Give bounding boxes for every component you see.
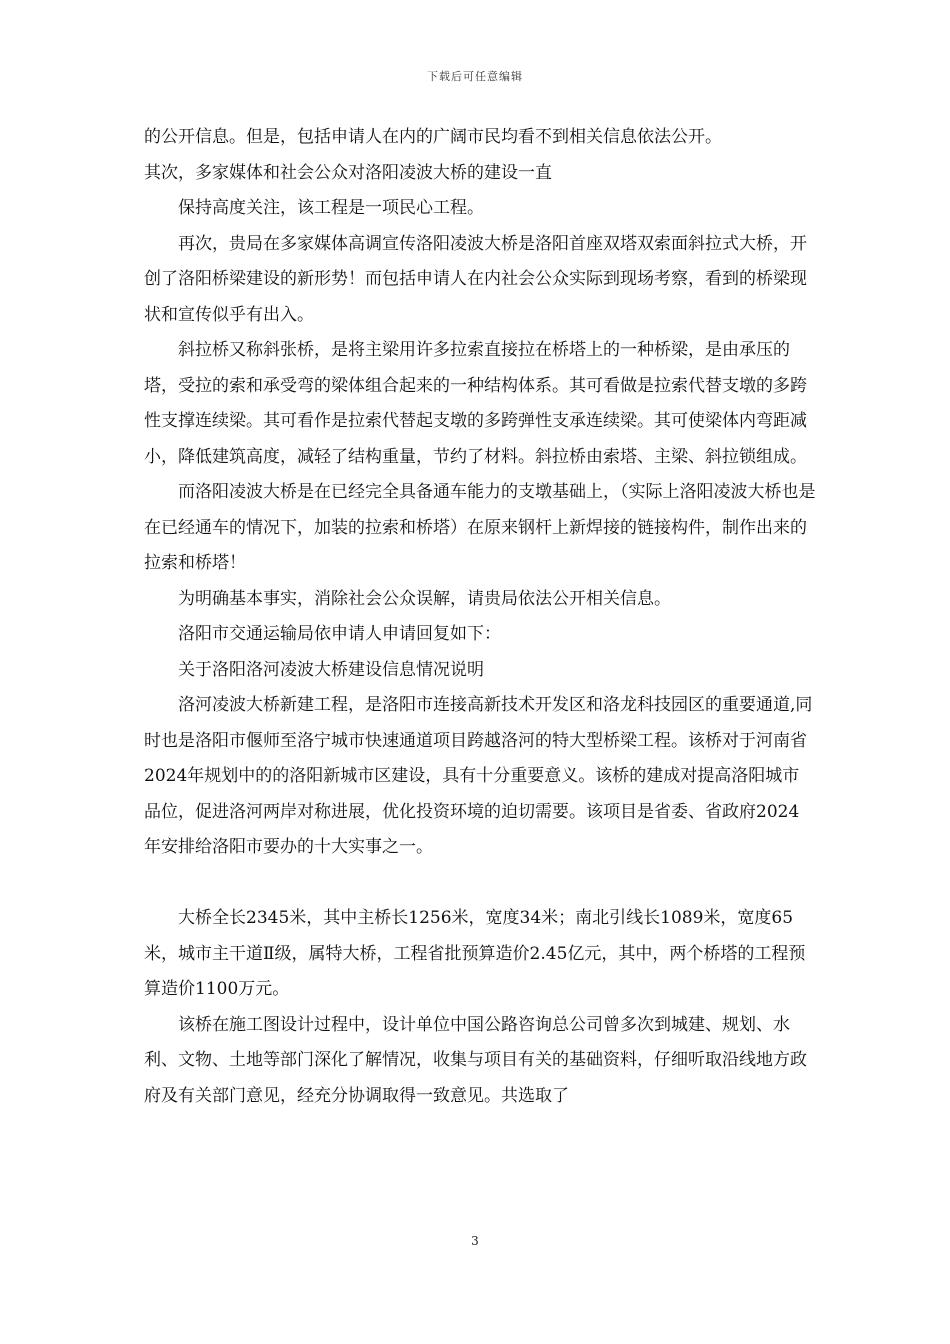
paragraph: 关于洛阳洛河凌波大桥建设信息情况说明 bbox=[178, 659, 484, 680]
paragraph: 大桥全长2345米，其中主桥长1256米，宽度34米；南北引线长1089米，宽度65米，城市主干道Ⅱ级，属特大桥，工程省批预算造价2.45亿元，其中，两个桥塔的工程预算造价1100万元。 bbox=[144, 908, 806, 999]
paragraph: 为明确基本事实，消除社会公众误解，请贵局依法公开相关信息。 bbox=[178, 588, 671, 609]
paragraph: 而洛阳凌波大桥是在已经完全具备通车能力的支墩基础上，（实际上洛阳凌波大桥也是在已经通车的情况下，加装的拉索和桥塔）在原来钢杆上新焊接的链接构件，制作出来的拉索和桥塔！ bbox=[144, 482, 816, 573]
document-body bbox=[144, 120, 816, 1114]
blank-line bbox=[144, 866, 816, 902]
paragraph: 再次，贵局在多家媒体高调宣传洛阳凌波大桥是洛阳首座双塔双索面斜拉式大桥，开创了洛阳桥梁建设的新形势！而包括申请人在内社会公众实际到现场考察，看到的桥梁现状和宣传似乎有出入。 bbox=[144, 233, 807, 325]
paragraph: 斜拉桥又称斜张桥，是将主梁用许多拉索直接拉在桥塔上的一种桥梁，是由承压的塔，受拉的索和承受弯的梁体组合起来的一种结构体系。其可看做是拉索代替支墩的多跨性支撑连续梁。其可看作是拉索代替起支墩的多跨弹性支承连续梁。其可使梁体内弯距减小，降低建筑高度，减轻了结构重量，节约了材料。斜拉桥由索塔、主梁、斜拉锁组成。 bbox=[144, 340, 807, 467]
paragraph: 洛阳市交通运输局依申请人申请回复如下： bbox=[178, 624, 501, 644]
paragraph: 保持高度关注，该工程是一项民心工程。 bbox=[178, 198, 484, 218]
page-header: 下载后可任意编辑 bbox=[427, 70, 523, 83]
paragraph: 该桥在施工图设计过程中，设计单位中国公路咨询总公司曾多次到城建、规划、水利、文物、土地等部门深化了解情况，收集与项目有关的基础资料，仔细听取沿线地方政府及有关部门意见，经充分协调取得一致意见。共选取了 bbox=[144, 1014, 807, 1106]
paragraph: 的公开信息。但是，包括申请人在内的广阔市民均看不到相关信息依法公开。 bbox=[144, 127, 722, 147]
page-number: 3 bbox=[471, 1234, 479, 1248]
paragraph: 洛河凌波大桥新建工程，是洛阳市连接高新技术开发区和洛龙科技园区的重要通道,同时也是洛阳市偃师至洛宁城市快速通道项目跨越洛河的特大型桥梁工程。该桥对于河南省2024年规划中的的洛阳新城市区建设，具有十分重要意义。该桥的建成对提高洛阳城市品位，促进洛河两岸对称进展，优化投资环境的迫切需要。该项目是省委、省政府2024年安排给洛阳市要办的十大实事之一。 bbox=[144, 695, 813, 857]
paragraph: 其次，多家媒体和社会公众对洛阳凌波大桥的建设一直 bbox=[144, 162, 552, 183]
